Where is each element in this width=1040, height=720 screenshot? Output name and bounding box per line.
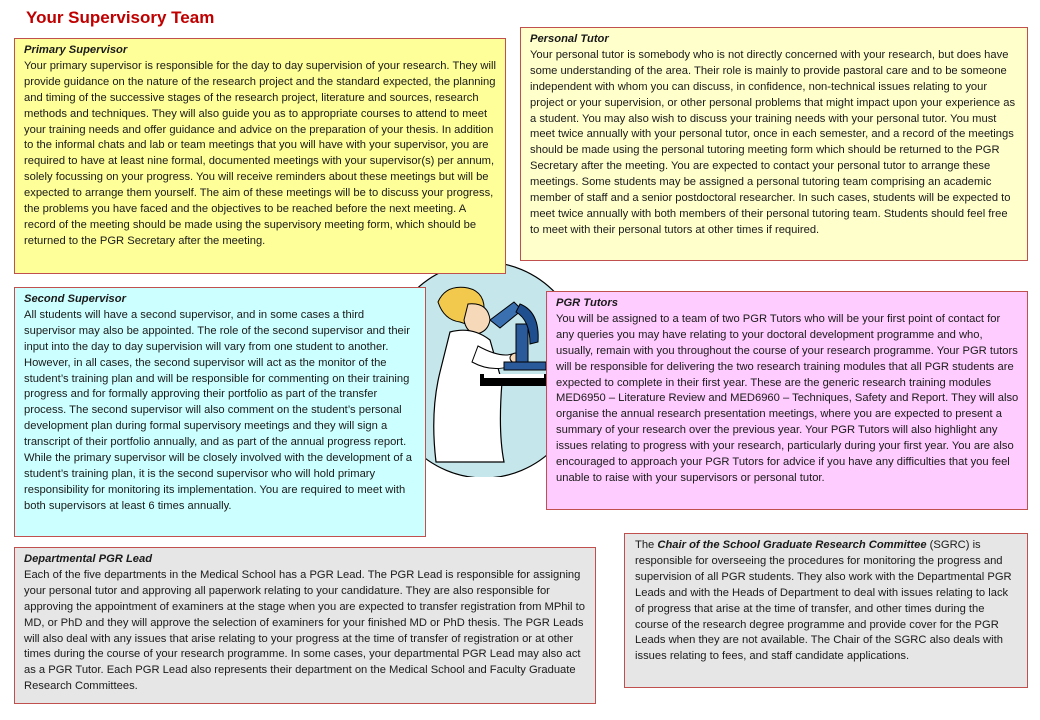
pgr-tutors-box bbox=[546, 291, 1028, 510]
personal-tutor-text: Your personal tutor is somebody who is not directly concerned with your research, but does have some understanding of the area. Their role is mainly to provide pastoral care and to be someone independent with whom you can discuss, in confidence, non-technical issues relating to your project or your supervision, or other personal problems that might impact upon your experience as a student. You may also wish to discuss your training needs with your personal tutor. You must meet twice annually with your personal tutor, once in each semester, and a record of the meetings should be made using the personal tutoring meeting form which should be returned to the PGR Secretary after the meeting. You are expected to contact your personal tutor to arrange these meetings. Some students may be assigned a personal tutoring team comprising an academic member of staff and a senior postdoctoral researcher. In such cases, students will be expected to meet twice annually with both members of their personal tutoring team. Students should feel free to meet with their personal tutors at other times if required. bbox=[530, 48, 1016, 236]
personal-tutor-box bbox=[520, 27, 1028, 261]
sgrc-text: (SGRC) is responsible for overseeing the procedures for monitoring the progress and supervision of all PGR students. They also work with the Departmental PGR Leads and with the Heads of Department to deal with issues relating to lack of progress that arise at the time of transfer, and other times during the course of the research degree programme and provide cover for the PGR Leads when they are not available. The Chair of the SGRC also deals with issues relating to fees, and staff candidate applications. bbox=[635, 539, 1012, 663]
second-supervisor-text: All students will have a second supervisor, and in some cases a third supervisor may also be appointed. The role of the second supervisor and their input into the day to day supervision will vary from one student to another. However, in all cases, the second supervisor will act as the monitor of the student’s training plan and will be responsible for commenting on their training progress and for formally approving their portfolio as part of the transfer process. The second supervisor will also comment on the student’s personal development plan during formal supervisory meetings and they will sign a transcript of their portfolio annually, and as part of the annual progress report. While the primary supervisor will be closely involved with the development of a student’s training plan, it is the second supervisor who will hold primary responsibility for monitoring its implementation. You are required to meet with both supervisors at least 6 times annually. bbox=[24, 308, 413, 512]
pgr-tutors-heading: PGR Tutors bbox=[556, 297, 618, 309]
sgrc-box bbox=[624, 533, 1028, 688]
departmental-lead-text: Each of the five departments in the Medical School has a PGR Lead. The PGR Lead is responsible for assigning your personal tutor and approving all paperwork relating to your candidature. They are also responsible for approving the appointment of examiners at the stage when you are expected to transfer registration from MPhil to MD, or PhD and they will approve the selection of examiners for your finished MD or PhD thesis. The PGR Leads will also deal with any issues that arise relating to your progress at the time of transfer of registration or at other times during the course of your research programme. In some cases, your departmental PGR Lead may also act as a PGR Tutor. Each PGR Lead also represents their department on the Medical School and Faculty Graduate Research Committees. bbox=[24, 568, 585, 693]
departmental-lead-box bbox=[14, 547, 596, 704]
primary-supervisor-box bbox=[14, 38, 506, 274]
second-supervisor-heading: Second Supervisor bbox=[24, 293, 126, 305]
sgrc-highlight: Chair of the School Graduate Research Committee bbox=[657, 539, 927, 551]
sgrc-paragraph bbox=[635, 538, 1019, 665]
pgr-tutors-text: You will be assigned to a team of two PGR Tutors who will be your first point of contact for any queries you may have relating to your doctoral development programme and who, usually, remain with you throughout the course of your research programme. Your PGR tutors will be responsible for delivering the two research training modules that all PGR students are expected to complete in their first year. These are the generic research training modules MED6950 – Literature Review and MED6960 – Techniques, Safety and Report. They will also organise the annual research presentation meetings, where you are expected to present a summary of your research over the previous year. Your PGR Tutors will also highlight any issues relating to progress with your research, particularly during your first year. You are also encouraged to approach your PGR Tutors for advice if you have any difficulties that you feel unable to raise with your supervisors or personal tutor. bbox=[556, 312, 1019, 484]
personal-tutor-heading: Personal Tutor bbox=[530, 33, 609, 45]
primary-supervisor-heading: Primary Supervisor bbox=[24, 44, 128, 56]
primary-supervisor-text: Your primary supervisor is responsible for the day to day supervision of your research. They will provide guidance on the nature of the research project and the standard expected, the planning and timing of the successive stages of the research project, literature and sources, research methods and techniques. They will also guide you as to appropriate courses to attend to meet your training needs and offer guidance and advice on the preparation of your thesis. In addition to the informal chats and lab or team meetings that you will have with your supervisor, you are required to have at least nine formal, documented meetings with your supervisor(s) per annum, solely focussing on your progress. You will receive reminders about these meetings but will be expected to arrange them yourself. The aim of these meetings will be to discuss your progress, the problems you have faced and the objectives to be reached before the next meeting. A record of the meeting should be made using the supervisory meeting form, which should be returned to the PGR Secretary after the meeting. bbox=[24, 59, 496, 247]
departmental-lead-heading: Departmental PGR Lead bbox=[24, 553, 153, 565]
page-title: Your Supervisory Team bbox=[26, 8, 215, 27]
second-supervisor-box bbox=[14, 287, 426, 537]
sgrc-intro: The bbox=[635, 539, 658, 551]
